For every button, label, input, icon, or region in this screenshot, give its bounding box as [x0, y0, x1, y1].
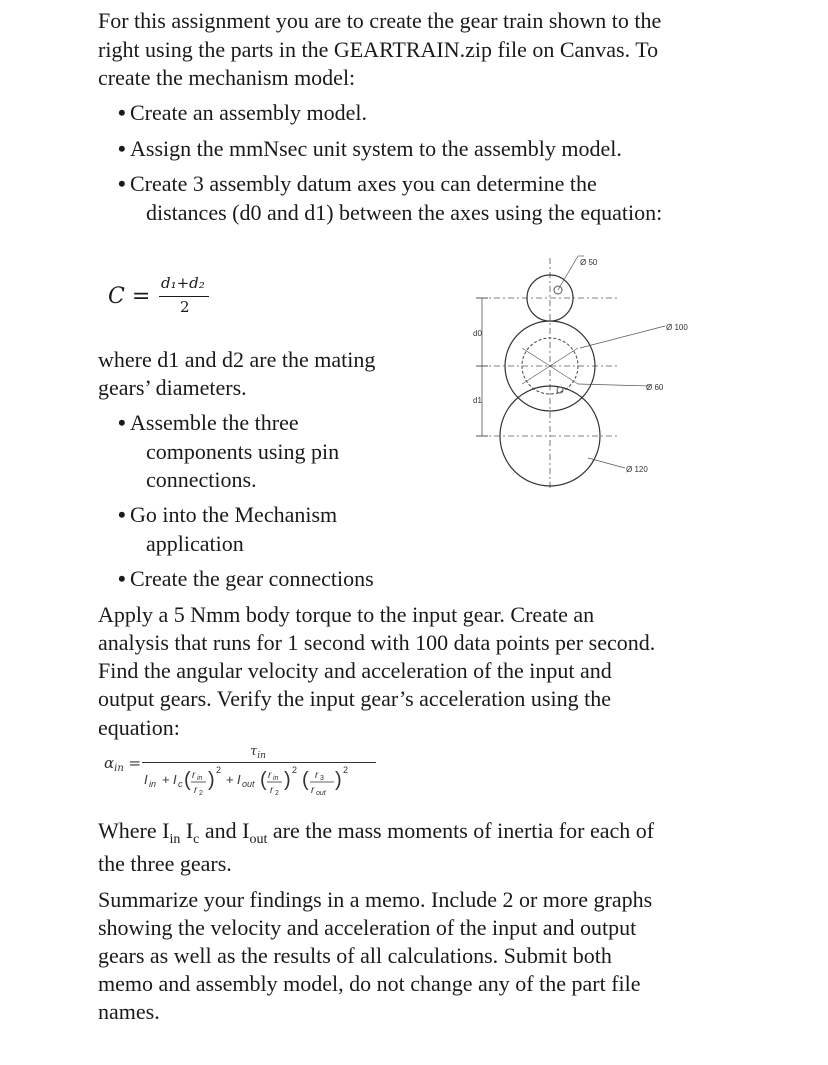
formula-alpha [104, 744, 384, 804]
dim-100: Ø 100 [666, 323, 688, 332]
svg-text:r: r [270, 785, 274, 796]
step-assemble: • Assemble the three [118, 410, 299, 435]
svg-text:): ) [335, 769, 342, 791]
summary-line-1: Summarize your findings in a memo. Include 2 or more graphs [98, 887, 653, 912]
apply-line-2: analysis that runs for 1 second with 100 data points per second. [98, 630, 656, 655]
where-line-2: gears’ diameters. [98, 375, 247, 400]
svg-text:2: 2 [275, 790, 279, 797]
svg-text:I: I [144, 772, 148, 787]
svg-text:(: ( [184, 769, 191, 791]
svg-text:in: in [197, 775, 203, 782]
svg-text:(: ( [302, 769, 309, 791]
label-d0: d0 [473, 329, 482, 338]
svg-text:r: r [311, 785, 315, 796]
step-assign-units: • Assign the mmNsec unit system to the assembly model. [118, 136, 622, 161]
svg-text:r: r [315, 770, 319, 781]
formula-alpha-numerator: $\tau_{in}$ [250, 744, 266, 761]
formula-alpha-denominator [140, 762, 390, 802]
formula-alpha-lhs: $\alpha_{in}$ = [104, 754, 142, 774]
summary-line-2: showing the velocity and acceleration of the input and output [98, 915, 637, 940]
apply-line-3: Find the angular velocity and acceleration of the input and [98, 658, 612, 683]
svg-text:3: 3 [320, 775, 324, 782]
where-line-1: where d1 and d2 are the mating [98, 347, 376, 372]
intro-line-3: create the mechanism model: [98, 65, 356, 90]
svg-text:2: 2 [343, 765, 349, 775]
svg-text:2: 2 [216, 765, 222, 775]
svg-text:in: in [149, 779, 157, 789]
formula-c-numerator: d₁+d₂ [161, 274, 205, 292]
intro-line-2: right using the parts in the GEARTRAIN.zip file on Canvas. To [98, 37, 659, 62]
step-assemble-cont-1: components using pin [146, 439, 340, 464]
summary-line-4: memo and assembly model, do not change any of the part file [98, 971, 641, 996]
step-create-assembly: • Create an assembly model. [118, 100, 368, 125]
dim-50: Ø 50 [580, 258, 598, 267]
svg-text:out: out [316, 790, 326, 797]
dim-60: Ø 60 [646, 383, 664, 392]
intro-line-1: For this assignment you are to create the gear train shown to the [98, 8, 662, 33]
svg-text:2: 2 [292, 765, 298, 775]
dim-120: Ø 120 [626, 465, 648, 474]
svg-text:I: I [173, 772, 177, 787]
summary-line-5: names. [98, 999, 160, 1024]
svg-text:): ) [284, 769, 291, 791]
formula-c-fraction-bar [159, 296, 209, 297]
step-mechanism-cont: application [146, 531, 244, 556]
formula-c-denominator: 2 [180, 298, 190, 316]
gear-train-diagram [460, 248, 700, 498]
bullet: • [118, 410, 126, 435]
svg-text:r: r [194, 785, 198, 796]
svg-text:out: out [242, 779, 255, 789]
svg-text:r: r [268, 770, 272, 781]
label-d1: d1 [473, 396, 482, 405]
step-assemble-cont-2: connections. [146, 467, 257, 492]
step-mechanism: • Go into the Mechanism [118, 502, 338, 527]
bullet: • [118, 171, 126, 196]
bullet: • [118, 566, 126, 591]
bullet: • [118, 100, 126, 125]
bullet: • [118, 136, 126, 161]
svg-text:c: c [178, 779, 183, 789]
svg-text:(: ( [260, 769, 267, 791]
summary-line-3: gears as well as the results of all calculations. Submit both [98, 943, 612, 968]
apply-line-1: Apply a 5 Nmm body torque to the input gear. Create an [98, 602, 595, 627]
formula-c-lhs: C = [108, 284, 151, 309]
apply-line-5: equation: [98, 715, 180, 740]
where-inertia-line-2: the three gears. [98, 851, 232, 876]
apply-line-4: output gears. Verify the input gear’s acceleration using the [98, 686, 611, 711]
svg-text:+: + [162, 772, 170, 787]
svg-text:in: in [273, 775, 279, 782]
step-datum-axes-cont: distances (d0 and d1) between the axes using the equation: [146, 200, 663, 225]
bullet: • [118, 502, 126, 527]
svg-text:+: + [226, 772, 234, 787]
svg-text:): ) [208, 769, 215, 791]
where-inertia-line-1: Where $I_{in}$ $I_c$ and $I_{out}$ are the mass moments of inertia for each of [98, 818, 655, 847]
svg-text:I: I [237, 772, 241, 787]
step-datum-axes: • Create 3 assembly datum axes you can determine the [118, 171, 597, 196]
svg-text:r: r [192, 770, 196, 781]
svg-text:2: 2 [199, 790, 203, 797]
step-gear-connections: • Create the gear connections [118, 566, 374, 591]
